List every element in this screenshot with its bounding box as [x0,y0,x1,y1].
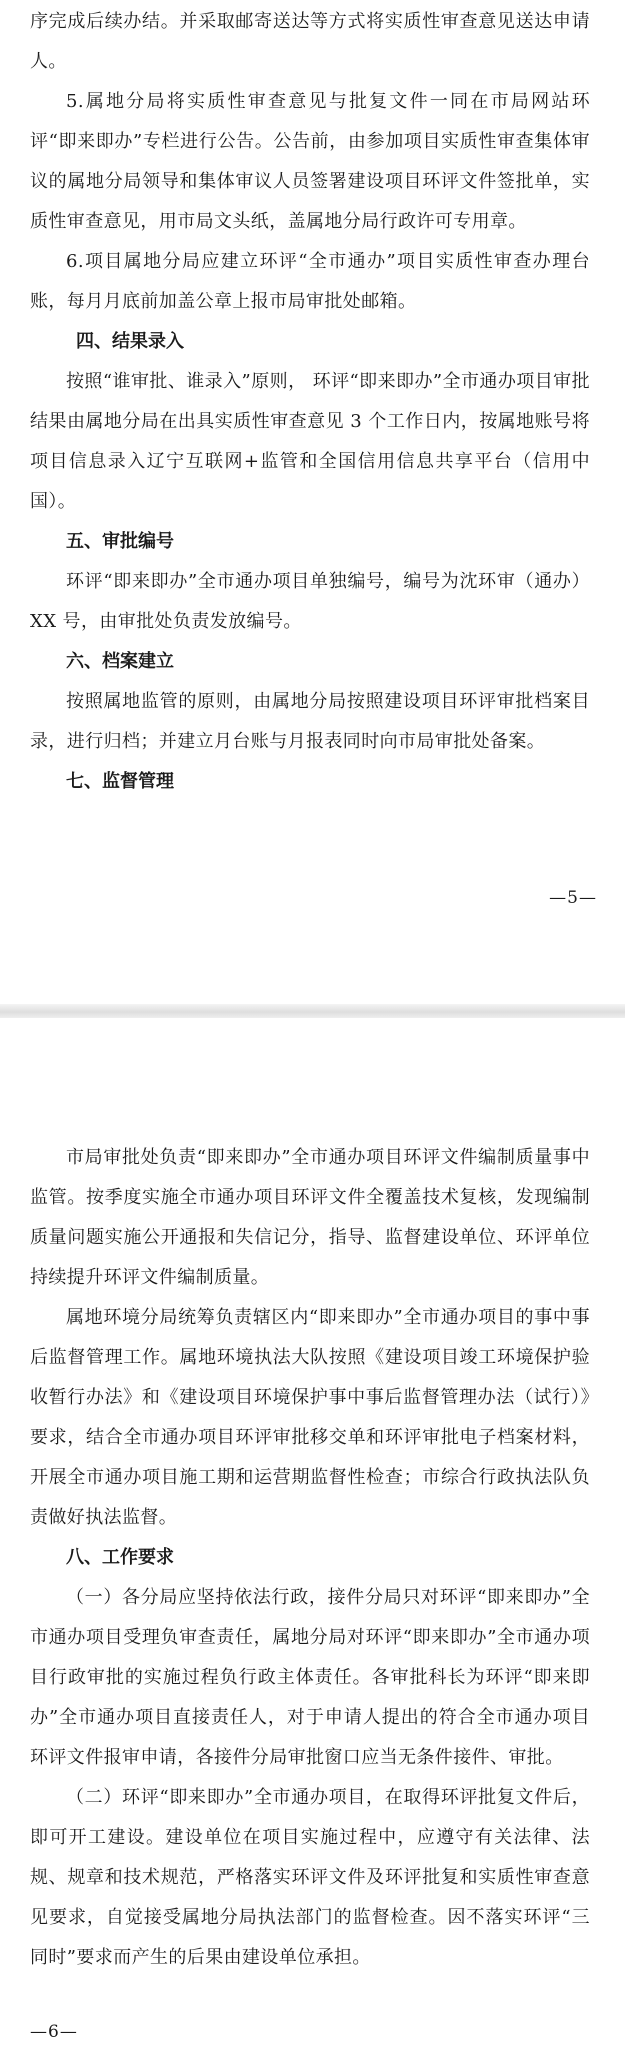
continued-paragraph: 序完成后续办结。并采取邮寄送达等方式将实质性审查意见送达申请人。 [30,11,590,72]
page-5-body [30,2,590,802]
requirement-2-paragraph: （二）环评“即来即办”全市通办项目，在取得环评批复文件后，即可开工建设。建设单位在项目实施过程中，应遵守有关法律、法规、规章和技术规范，严格落实环评文件及环评批复和实质性审查意见要求，自觉接受属地分局执法部门的监督检查。因不落实环评“三同时”要求而产生的后果由建设单位承担。 [30,1787,590,1968]
section-heading-supervision: 七、监督管理 [66,771,174,792]
page-number-5: —5— [549,888,597,908]
section-heading-approval-number: 五、审批编号 [66,531,174,552]
section-heading-work-requirements: 八、工作要求 [66,1547,174,1568]
approval-number-paragraph: 环评“即来即办”全市通办项目单独编号，编号为沈环审（通办）XX 号，由审批处负责发放编号。 [30,571,590,632]
document-page-5 [0,0,625,1010]
archive-paragraph: 按照属地监管的原则，由属地分局按照建设项目环评审批档案目录，进行归档；并建立月台账与月报表同时向市局审批处备案。 [30,691,590,752]
page-6-body [30,1138,590,1978]
document-page-6 [0,1018,625,2052]
requirement-1-paragraph: （一）各分局应坚持依法行政，接件分局只对环评“即来即办”全市通办项目受理负审查责任，属地分局对环评“即来即办”全市通办项目行政审批的实施过程负行政主体责任。各审批科长为环评“即来即办”全市通办项目直接责任人，对于申请人提出的符合全市通办项目环评文件报审申请，各接件分局审批窗口应当无条件接件、审批。 [30,1587,590,1768]
section-heading-archive: 六、档案建立 [66,651,174,672]
results-entry-paragraph: 按照“谁审批、谁录入”原则， 环评“即来即办”全市通办项目审批结果由属地分局在出具实质性审查意见 3 个工作日内，按属地账号将项目信息录入辽宁互联网+监管和全国信用信息共享平台（信用中国）。 [30,371,590,512]
page-number-6: —6— [30,2022,78,2042]
supervision-paragraph-1: 市局审批处负责“即来即办”全市通办项目环评文件编制质量事中监管。按季度实施全市通办项目环评文件全覆盖技术复核，发现编制质量问题实施公开通报和失信记分，指导、监督建设单位、环评单位持续提升环评文件编制质量。 [30,1147,590,1288]
item-5-paragraph: 5.属地分局将实质性审查意见与批复文件一同在市局网站环评“即来即办”专栏进行公告。公告前，由参加项目实质性审查集体审议的属地分局领导和集体审议人员签署建设项目环评文件签批单，实质性审查意见，用市局文头纸，盖属地分局行政许可专用章。 [30,91,590,232]
section-heading-results-entry: 四、结果录入 [76,331,184,352]
item-6-paragraph: 6.项目属地分局应建立环评“全市通办”项目实质性审查办理台账，每月月底前加盖公章上报市局审批处邮箱。 [30,251,590,312]
supervision-paragraph-2: 属地环境分局统筹负责辖区内“即来即办”全市通办项目的事中事后监督管理工作。属地环境执法大队按照《建设项目竣工环境保护验收暂行办法》和《建设项目环境保护事中事后监督管理办法（试行）》要求，结合全市通办项目环评审批移交单和环评审批电子档案材料，开展全市通办项目施工期和运营期监督性检查；市综合行政执法队负责做好执法监督。 [30,1307,590,1528]
